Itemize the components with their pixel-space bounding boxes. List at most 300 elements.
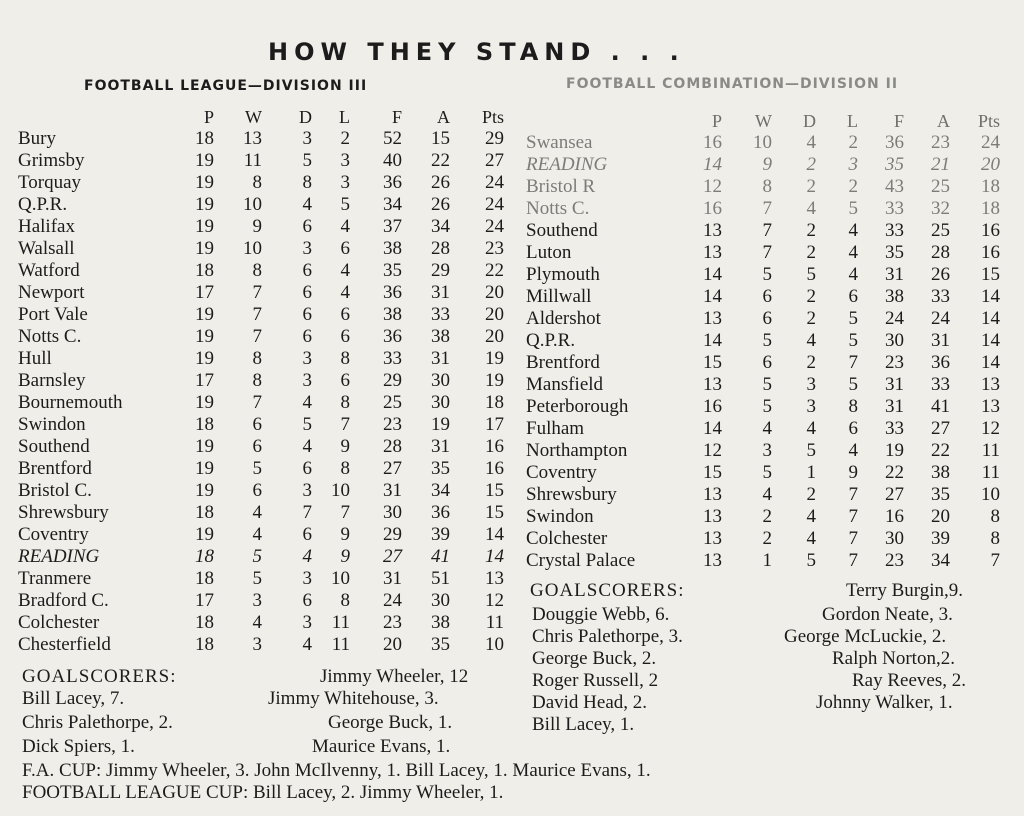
stat-cell: 13 — [485, 568, 504, 589]
goalscorer: Gordon Neate, 3. — [822, 604, 953, 625]
stat-cell: 4 — [806, 330, 816, 351]
stat-cell: 30 — [431, 392, 450, 413]
stat-cell: 14 — [703, 154, 722, 175]
stat-cell: 30 — [885, 528, 904, 549]
stat-cell: 14 — [981, 352, 1000, 373]
stat-cell: 16 — [703, 396, 722, 417]
stat-cell: 15 — [485, 502, 504, 523]
table-row — [526, 220, 1000, 242]
stat-cell: 2 — [806, 220, 816, 241]
stat-cell: 4 — [252, 524, 262, 545]
stat-cell: 38 — [431, 326, 450, 347]
goalscorer: George McLuckie, 2. — [784, 626, 947, 647]
column-header: L — [339, 107, 350, 127]
stat-cell: 5 — [762, 374, 772, 395]
stat-cell: 18 — [485, 392, 504, 413]
column-header: F — [391, 107, 402, 127]
stat-cell: 10 — [243, 238, 262, 259]
stat-cell: 5 — [762, 264, 772, 285]
table-row — [18, 634, 504, 656]
stat-cell: 18 — [195, 260, 214, 281]
stat-cell: 31 — [885, 396, 904, 417]
stat-cell: 33 — [431, 304, 450, 325]
table-row — [18, 414, 504, 436]
stat-cell: 13 — [703, 506, 722, 527]
stat-cell: 39 — [431, 524, 450, 545]
stat-cell: 23 — [885, 352, 904, 373]
goalscorers-label: GOALSCORERS: — [22, 666, 177, 687]
combination-table — [526, 110, 1000, 572]
team-name: Q.P.R. — [526, 330, 576, 351]
stat-cell: 20 — [485, 304, 504, 325]
stat-cell: 4 — [302, 392, 312, 413]
stat-cell: 36 — [885, 132, 904, 153]
stat-cell: 11 — [981, 462, 1000, 483]
table-row — [526, 264, 1000, 286]
league-cup-scorers: FOOTBALL LEAGUE CUP: Bill Lacey, 2. Jimmy Wheeler, 1. — [22, 782, 504, 803]
stat-cell: 4 — [340, 282, 350, 303]
table-row — [526, 374, 1000, 396]
column-header: A — [437, 107, 450, 127]
stat-cell: 22 — [431, 150, 450, 171]
stat-cell: 24 — [931, 308, 950, 329]
stat-cell: 4 — [302, 546, 312, 567]
stat-cell: 19 — [195, 216, 214, 237]
stat-cell: 3 — [340, 172, 350, 193]
stat-cell: 27 — [383, 546, 402, 567]
stat-cell: 7 — [252, 326, 262, 347]
stat-cell: 2 — [848, 132, 858, 153]
team-name: Chesterfield — [18, 634, 111, 655]
stat-cell: 6 — [340, 238, 350, 259]
table-row — [18, 370, 504, 392]
stat-cell: 14 — [703, 418, 722, 439]
stat-cell: 4 — [806, 132, 816, 153]
stat-cell: 7 — [252, 282, 262, 303]
stat-cell: 17 — [485, 414, 504, 435]
stat-cell: 36 — [383, 326, 402, 347]
team-name: Notts C. — [18, 326, 82, 347]
stat-cell: 15 — [431, 128, 450, 149]
stat-cell: 23 — [383, 414, 402, 435]
stat-cell: 9 — [340, 436, 350, 457]
stat-cell: 4 — [806, 418, 816, 439]
stat-cell: 32 — [931, 198, 950, 219]
goalscorer: Terry Burgin,9. — [846, 580, 964, 601]
stat-cell: 5 — [848, 308, 858, 329]
stat-cell: 14 — [981, 330, 1000, 351]
stat-cell: 12 — [703, 176, 722, 197]
stat-cell: 19 — [195, 238, 214, 259]
stat-cell: 13 — [703, 550, 722, 571]
stat-cell: 13 — [981, 374, 1000, 395]
stat-cell: 24 — [981, 132, 1000, 153]
stat-cell: 27 — [931, 418, 950, 439]
table-row — [18, 568, 504, 590]
stat-cell: 4 — [340, 260, 350, 281]
stat-cell: 26 — [431, 172, 450, 193]
stat-cell: 3 — [302, 480, 312, 501]
stat-cell: 19 — [195, 150, 214, 171]
stat-cell: 5 — [252, 546, 262, 567]
stat-cell: 2 — [806, 154, 816, 175]
team-name: Walsall — [18, 238, 75, 259]
stat-cell: 4 — [340, 216, 350, 237]
stat-cell: 34 — [383, 194, 402, 215]
stat-cell: 4 — [302, 194, 312, 215]
stat-cell: 8 — [990, 528, 1000, 549]
stat-cell: 13 — [703, 308, 722, 329]
stat-cell: 31 — [885, 264, 904, 285]
stat-cell: 22 — [885, 462, 904, 483]
page-title: HOW THEY STAND . . . — [268, 38, 685, 66]
stat-cell: 12 — [703, 440, 722, 461]
stat-cell: 13 — [703, 242, 722, 263]
stat-cell: 19 — [485, 370, 504, 391]
stat-cell: 7 — [252, 304, 262, 325]
column-header: W — [755, 111, 772, 131]
stat-cell: 22 — [485, 260, 504, 281]
stat-cell: 8 — [340, 348, 350, 369]
goalscorer: Douggie Webb, 6. — [532, 604, 670, 625]
team-name: Notts C. — [526, 198, 590, 219]
stat-cell: 18 — [195, 546, 214, 567]
stat-cell: 3 — [806, 374, 816, 395]
stat-cell: 31 — [431, 348, 450, 369]
stat-cell: 16 — [703, 132, 722, 153]
stat-cell: 3 — [848, 154, 858, 175]
stat-cell: 14 — [981, 308, 1000, 329]
table-row — [18, 392, 504, 414]
table-row — [18, 282, 504, 304]
stat-cell: 27 — [885, 484, 904, 505]
team-name: Northampton — [526, 440, 628, 461]
stat-cell: 19 — [195, 458, 214, 479]
stat-cell: 36 — [383, 172, 402, 193]
team-name: Tranmere — [18, 568, 92, 589]
team-name: Colchester — [526, 528, 608, 549]
stat-cell: 4 — [762, 484, 772, 505]
stat-cell: 20 — [485, 326, 504, 347]
table-row — [18, 612, 504, 634]
table-row — [526, 352, 1000, 374]
stat-cell: 5 — [302, 150, 312, 171]
stat-cell: 19 — [431, 414, 450, 435]
stat-cell: 19 — [195, 304, 214, 325]
team-name: Coventry — [18, 524, 89, 545]
column-header: W — [245, 107, 262, 127]
stat-cell: 7 — [340, 414, 350, 435]
stat-cell: 6 — [762, 352, 772, 373]
stat-cell: 2 — [806, 352, 816, 373]
goalscorer: David Head, 2. — [532, 692, 648, 713]
stat-cell: 15 — [981, 264, 1000, 285]
team-name: Southend — [18, 436, 90, 457]
stat-cell: 7 — [340, 502, 350, 523]
goalscorer: Bill Lacey, 1. — [532, 714, 635, 735]
stat-cell: 13 — [703, 528, 722, 549]
team-name: READING — [526, 154, 608, 175]
stat-cell: 2 — [762, 528, 772, 549]
stat-cell: 4 — [302, 634, 312, 655]
stat-cell: 6 — [302, 458, 312, 479]
team-name: Bradford C. — [18, 590, 109, 611]
stat-cell: 14 — [703, 286, 722, 307]
stat-cell: 8 — [990, 506, 1000, 527]
goalscorer: Ray Reeves, 2. — [852, 670, 966, 691]
stat-cell: 38 — [383, 304, 402, 325]
stat-cell: 18 — [195, 502, 214, 523]
goalscorer: Jimmy Whitehouse, 3. — [268, 688, 439, 709]
stat-cell: 2 — [340, 128, 350, 149]
stat-cell: 36 — [431, 502, 450, 523]
column-header: P — [711, 111, 722, 131]
stat-cell: 7 — [848, 506, 858, 527]
stat-cell: 6 — [302, 524, 312, 545]
stat-cell: 33 — [383, 348, 402, 369]
team-name: Hull — [18, 348, 52, 369]
stat-cell: 27 — [383, 458, 402, 479]
stat-cell: 38 — [931, 462, 950, 483]
goalscorer: Chris Palethorpe, 3. — [532, 626, 683, 647]
stat-cell: 5 — [806, 550, 816, 571]
table-row — [526, 198, 1000, 220]
team-name: Plymouth — [526, 264, 600, 285]
goalscorer: Maurice Evans, 1. — [312, 736, 451, 757]
column-header: P — [203, 107, 214, 127]
stat-cell: 34 — [431, 216, 450, 237]
stat-cell: 10 — [981, 484, 1000, 505]
stat-cell: 18 — [981, 198, 1000, 219]
stat-cell: 38 — [885, 286, 904, 307]
stat-cell: 36 — [931, 352, 950, 373]
stat-cell: 34 — [931, 550, 950, 571]
stat-cell: 37 — [383, 216, 402, 237]
stat-cell: 4 — [762, 418, 772, 439]
stat-cell: 11 — [981, 440, 1000, 461]
column-header: Pts — [977, 111, 1000, 131]
stat-cell: 7 — [302, 502, 312, 523]
stat-cell: 2 — [806, 242, 816, 263]
stat-cell: 23 — [485, 238, 504, 259]
stat-cell: 17 — [195, 282, 214, 303]
stat-cell: 4 — [848, 242, 858, 263]
stat-cell: 7 — [762, 220, 772, 241]
stat-cell: 19 — [195, 326, 214, 347]
stat-cell: 41 — [431, 546, 450, 567]
team-name: Port Vale — [18, 304, 88, 325]
column-header: Pts — [481, 107, 504, 127]
stat-cell: 6 — [252, 414, 262, 435]
table-row — [526, 506, 1000, 528]
table-header-row — [526, 110, 1000, 132]
goalscorer: Jimmy Wheeler, 12 — [320, 666, 469, 687]
stat-cell: 7 — [990, 550, 1000, 571]
stat-cell: 18 — [195, 568, 214, 589]
stat-cell: 14 — [485, 524, 504, 545]
stat-cell: 19 — [195, 348, 214, 369]
stat-cell: 9 — [762, 154, 772, 175]
stat-cell: 2 — [806, 286, 816, 307]
table-row — [18, 238, 504, 260]
stat-cell: 8 — [340, 590, 350, 611]
team-name: Luton — [526, 242, 572, 263]
stat-cell: 3 — [252, 634, 262, 655]
stat-cell: 19 — [195, 436, 214, 457]
stat-cell: 27 — [485, 150, 504, 171]
stat-cell: 4 — [848, 264, 858, 285]
stat-cell: 3 — [302, 568, 312, 589]
table-row — [526, 330, 1000, 352]
stat-cell: 31 — [431, 436, 450, 457]
stat-cell: 18 — [195, 128, 214, 149]
team-name: Crystal Palace — [526, 550, 636, 571]
team-name: Colchester — [18, 612, 100, 633]
stat-cell: 17 — [195, 370, 214, 391]
stat-cell: 36 — [383, 282, 402, 303]
goalscorer: Roger Russell, 2 — [532, 670, 659, 691]
stat-cell: 15 — [485, 480, 504, 501]
table-row — [526, 132, 1000, 154]
goalscorer: Ralph Norton,2. — [832, 648, 955, 669]
team-name: Brentford — [526, 352, 600, 373]
stat-cell: 1 — [762, 550, 772, 571]
stat-cell: 30 — [885, 330, 904, 351]
stat-cell: 13 — [703, 374, 722, 395]
stat-cell: 29 — [383, 524, 402, 545]
stat-cell: 43 — [885, 176, 904, 197]
column-header: A — [937, 111, 950, 131]
stat-cell: 16 — [885, 506, 904, 527]
stat-cell: 14 — [981, 286, 1000, 307]
stat-cell: 16 — [485, 436, 504, 457]
team-name: Bournemouth — [18, 392, 123, 413]
team-name: READING — [18, 546, 100, 567]
stat-cell: 25 — [383, 392, 402, 413]
table-row — [18, 458, 504, 480]
team-name: Barnsley — [18, 370, 86, 391]
stat-cell: 20 — [931, 506, 950, 527]
stat-cell: 7 — [252, 392, 262, 413]
table-row — [526, 550, 1000, 572]
table-row — [18, 436, 504, 458]
stat-cell: 19 — [195, 172, 214, 193]
stat-cell: 14 — [485, 546, 504, 567]
stat-cell: 22 — [931, 440, 950, 461]
stat-cell: 6 — [302, 590, 312, 611]
stat-cell: 35 — [931, 484, 950, 505]
goalscorers-label: GOALSCORERS: — [530, 580, 685, 601]
header-team — [18, 106, 176, 128]
stat-cell: 23 — [885, 550, 904, 571]
stat-cell: 8 — [252, 370, 262, 391]
stat-cell: 9 — [340, 546, 350, 567]
goalscorer: George Buck, 1. — [328, 712, 453, 733]
stat-cell: 8 — [252, 260, 262, 281]
table-row — [18, 260, 504, 282]
table-row — [526, 462, 1000, 484]
table-row — [18, 216, 504, 238]
table-row — [18, 194, 504, 216]
table-row — [18, 480, 504, 502]
stat-cell: 1 — [806, 462, 816, 483]
table-row — [526, 484, 1000, 506]
team-name: Peterborough — [526, 396, 629, 417]
stat-cell: 14 — [703, 264, 722, 285]
table-row — [18, 326, 504, 348]
stat-cell: 5 — [762, 396, 772, 417]
stat-cell: 6 — [340, 370, 350, 391]
stat-cell: 4 — [252, 502, 262, 523]
stat-cell: 16 — [981, 242, 1000, 263]
stat-cell: 6 — [252, 480, 262, 501]
stat-cell: 20 — [383, 634, 402, 655]
stat-cell: 16 — [485, 458, 504, 479]
stat-cell: 21 — [931, 154, 950, 175]
stat-cell: 28 — [383, 436, 402, 457]
stat-cell: 31 — [931, 330, 950, 351]
stat-cell: 17 — [195, 590, 214, 611]
stat-cell: 6 — [340, 326, 350, 347]
stat-cell: 28 — [431, 238, 450, 259]
fa-cup-scorers: F.A. CUP: Jimmy Wheeler, 3. John McIlvenny, 1. Bill Lacey, 1. Maurice Evans, 1. — [22, 760, 651, 781]
stat-cell: 7 — [848, 484, 858, 505]
stat-cell: 6 — [340, 304, 350, 325]
stat-cell: 34 — [431, 480, 450, 501]
team-name: Swindon — [18, 414, 86, 435]
team-name: Aldershot — [526, 308, 601, 329]
stat-cell: 6 — [302, 216, 312, 237]
table-row — [526, 308, 1000, 330]
table-row — [526, 528, 1000, 550]
stat-cell: 5 — [848, 198, 858, 219]
table-row — [18, 128, 504, 150]
stat-cell: 4 — [252, 612, 262, 633]
stat-cell: 2 — [806, 308, 816, 329]
goalscorer: Dick Spiers, 1. — [22, 736, 135, 757]
table-row — [18, 524, 504, 546]
stat-cell: 4 — [848, 440, 858, 461]
stat-cell: 16 — [703, 198, 722, 219]
stat-cell: 3 — [302, 348, 312, 369]
stat-cell: 35 — [431, 458, 450, 479]
team-name: Brentford — [18, 458, 92, 479]
table-row — [526, 418, 1000, 440]
stat-cell: 7 — [848, 550, 858, 571]
stat-cell: 6 — [762, 286, 772, 307]
stat-cell: 2 — [848, 176, 858, 197]
stat-cell: 11 — [331, 634, 350, 655]
stat-cell: 29 — [383, 370, 402, 391]
stat-cell: 26 — [931, 264, 950, 285]
team-name: Mansfield — [526, 374, 604, 395]
stat-cell: 10 — [331, 568, 350, 589]
stat-cell: 33 — [931, 286, 950, 307]
stat-cell: 30 — [431, 590, 450, 611]
stat-cell: 24 — [485, 172, 504, 193]
stat-cell: 19 — [485, 348, 504, 369]
team-name: Southend — [526, 220, 598, 241]
stat-cell: 8 — [340, 392, 350, 413]
stat-cell: 12 — [485, 590, 504, 611]
stat-cell: 14 — [703, 330, 722, 351]
division-3-table — [18, 106, 504, 656]
stat-cell: 24 — [485, 216, 504, 237]
stat-cell: 13 — [703, 220, 722, 241]
table-row — [18, 348, 504, 370]
team-name: Newport — [18, 282, 85, 303]
stat-cell: 12 — [981, 418, 1000, 439]
